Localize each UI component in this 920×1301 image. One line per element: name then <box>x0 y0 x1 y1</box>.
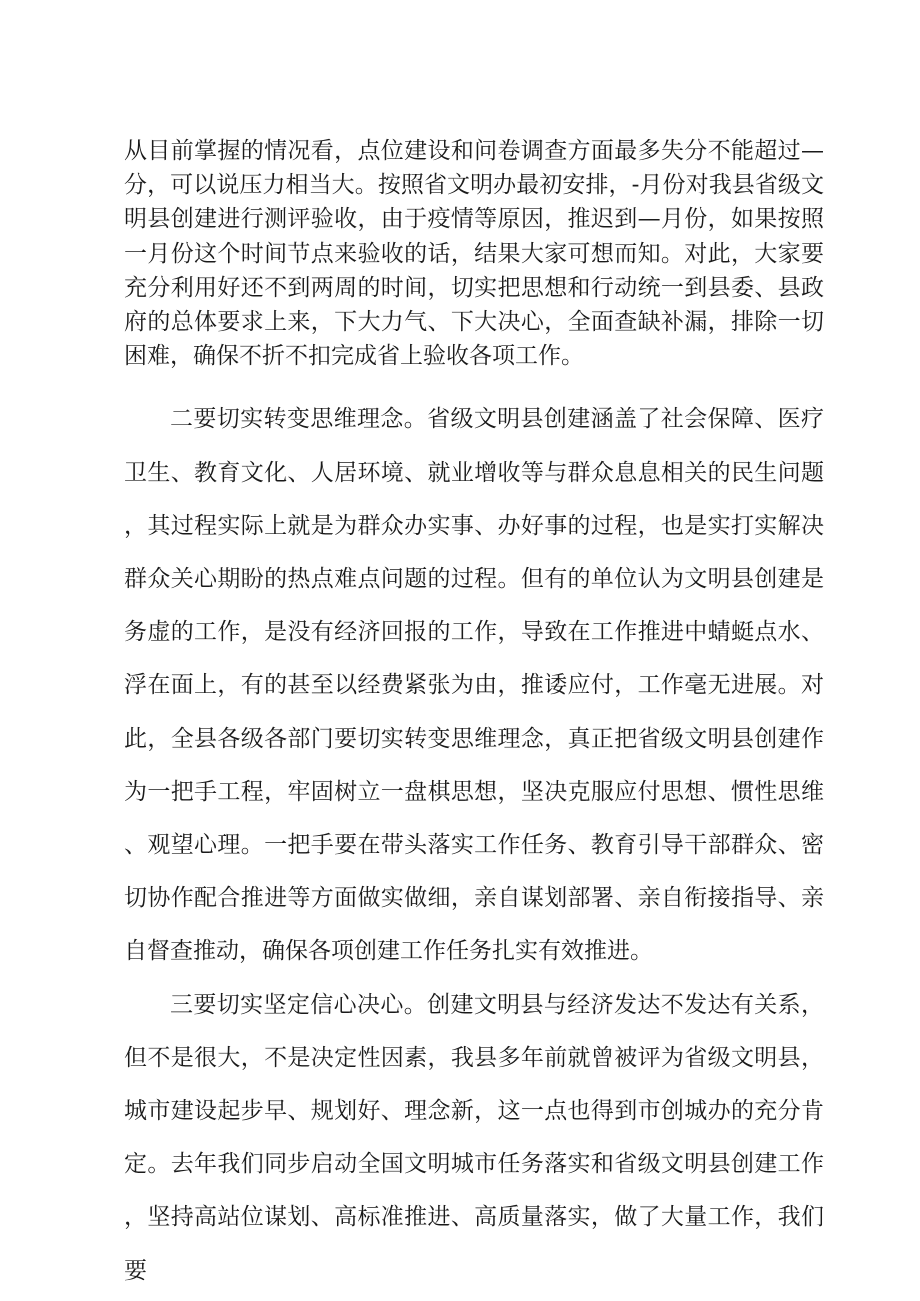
paragraph-change-thinking: 二要切实转变思维理念。省级文明县创建涵盖了社会保障、医疗卫生、教育文化、人居环境、就业增收等与群众息息相关的民生问题，其过程实际上就是为群众办实事、办好事的过程，也是实打实解决群众关心期盼的热点难点问题的过程。但有的单位认为文明县创建是务虚的工作，是没有经济回报的工作，导致在工作推进中蜻蜓点水、浮在面上，有的甚至以经费紧张为由，推诿应付，工作毫无进展。对此，全县各级各部门要切实转变思维理念，真正把省级文明县创建作为一把手工程，牢固树立一盘棋思想，坚决克服应付思想、惯性思维、观望心理。一把手要在带头落实工作任务、教育引导干部群众、密切协作配合推进等方面做实做细，亲自谋划部署、亲自衔接指导、亲自督查推动，确保各项创建工作任务扎实有效推进。 <box>124 406 824 965</box>
document-body <box>124 134 824 1298</box>
paragraph-strengthen-confidence: 三要切实坚定信心决心。创建文明县与经济发达不发达有关系，但不是很大，不是决定性因素，我县多年前就曾被评为省级文明县，城市建设起步早、规划好、理念新，这一点也得到市创城办的充分肯定。去年我们同步启动全国文明城市任务落实和省级文明县创建工作，坚持高站位谋划、高标准推进、高质量落实，做了大量工作，我们要 <box>124 991 824 1284</box>
paragraph-pressure-and-deadline: 从目前掌握的情况看，点位建设和问卷调查方面最多失分不能超过—分，可以说压力相当大。按照省文明办最初安排，-月份对我县省级文明县创建进行测评验收，由于疫情等原因，推迟到—月份，如果按照一月份这个时间节点来验收的话，结果大家可想而知。对此，大家要充分利用好还不到两周的时间，切实把思想和行动统一到县委、县政府的总体要求上来，下大力气、下大决心，全面查缺补漏，排除一切困难，确保不折不扣完成省上验收各项工作。 <box>124 138 824 370</box>
